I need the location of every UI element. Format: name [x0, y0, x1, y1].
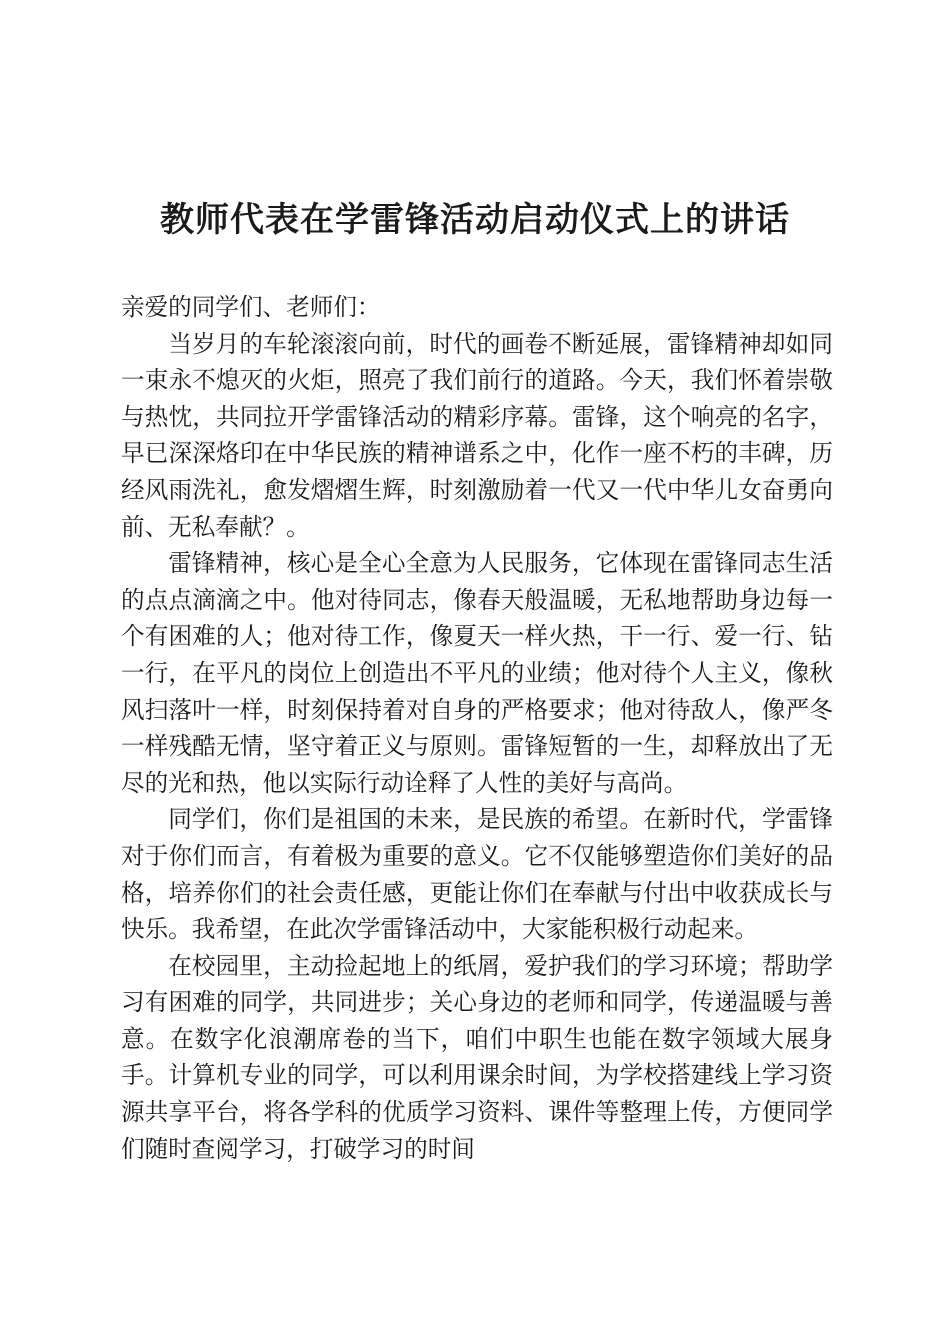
document-body [121, 289, 833, 1167]
paragraph-3: 同学们，你们是祖国的未来，是民族的希望。在新时代，学雷锋对于你们而言，有着极为重要的意义。它不仅能够塑造你们美好的品格，培养你们的社会责任感，更能让你们在奉献与付出中收获成长与快乐。我希望，在此次学雷锋活动中，大家能积极行动起来。 [121, 805, 833, 944]
paragraph-4: 在校园里，主动捡起地上的纸屑，爱护我们的学习环境；帮助学习有困难的同学，共同进步；关心身边的老师和同学，传递温暖与善意。在数字化浪潮席卷的当下，咱们中职生也能在数字领域大展身手。计算机专业的同学，可以利用课余时间，为学校搭建线上学习资源共享平台，将各学科的优质学习资料、课件等整理上传，方便同学们随时查阅学习，打破学习的时间 [121, 951, 833, 1163]
paragraph-1: 当岁月的车轮滚滚向前，时代的画卷不断延展，雷锋精神却如同一束永不熄灭的火炬，照亮了我们前行的道路。今天，我们怀着崇敬与热忱，共同拉开学雷锋活动的精彩序幕。雷锋，这个响亮的名字，早已深深烙印在中华民族的精神谱系之中，化作一座不朽的丰碑，历经风雨洗礼，愈发熠熠生辉，时刻激励着一代又一代中华儿女奋勇向前、无私奉献？。 [121, 329, 833, 541]
paragraph-2: 雷锋精神，核心是全心全意为人民服务，它体现在雷锋同志生活的点点滴滴之中。他对待同志，像春天般温暖，无私地帮助身边每一个有困难的人；他对待工作，像夏天一样火热，干一行、爱一行、钻一行，在平凡的岗位上创造出不平凡的业绩；他对待个人主义，像秋风扫落叶一样，时刻保持着对自身的严格要求；他对待敌人，像严冬一样残酷无情，坚守着正义与原则。雷锋短暂的一生，却释放出了无尽的光和热，他以实际行动诠释了人性的美好与高尚。 [121, 549, 833, 797]
document-title: 教师代表在学雷锋活动启动仪式上的讲话 [160, 200, 790, 240]
salutation: 亲爱的同学们、老师们： [121, 293, 381, 321]
